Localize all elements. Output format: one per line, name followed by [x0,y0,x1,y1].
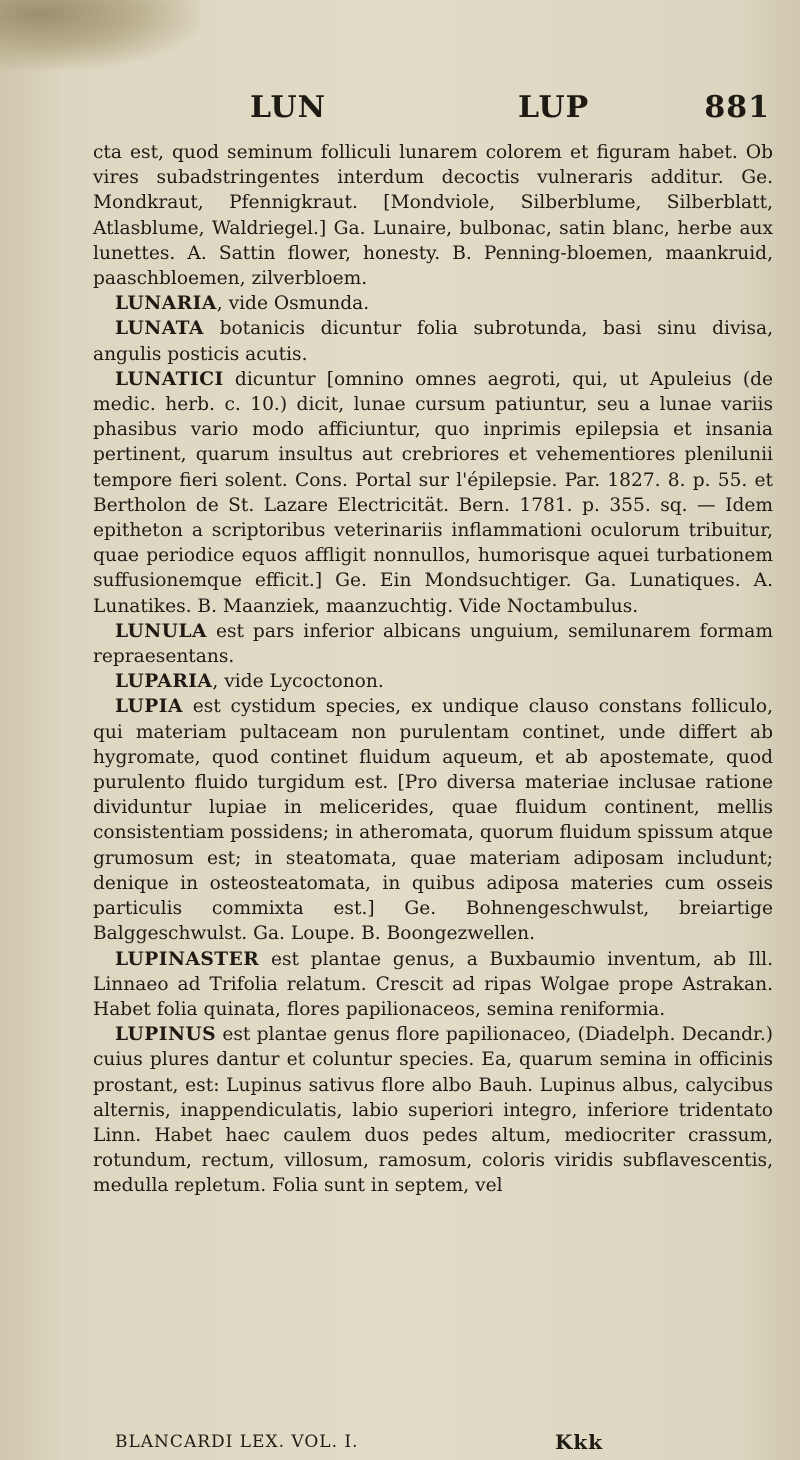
entry-paragraph [93,316,773,366]
page-number: 881 [704,90,770,125]
entry-headword: LUNARIA [115,293,217,315]
entry-text: est pars inferior albicans unguium, semilunarem formam repraesentans. [93,620,773,668]
header-middle-word: LUP [518,90,590,125]
entry-paragraph [93,669,773,694]
entry-headword: LUPIA [115,696,183,718]
entry-text: est plantae genus flore papilionaceo, (Diadelph. Decandr.) cuius plures dantur et coluntur species. Ea, quarum semina in officinis prostant, est: Lupinus sativus flore albo Bauh. Lupinus albus, calycibus alternis, inappendiculatis, labio superiori integro, inferiore tridentato Linn. Habet haec caulem duos pedes altum, mediocriter crassum, rotundum, rectum, villosum, ramosum, coloris viridis subflavescentis, medulla repletum. Folia sunt in septem, vel [93,1024,773,1197]
entry-headword: LUPINASTER [115,948,260,970]
entry-text: cta est, quod seminum folliculi lunarem colorem et figuram habet. Ob vires subadstringentes interdum decoctis vulneraris additur. Ge. Mondkraut, Pfennigkraut. [Mondviole, Silberblume, Silberblatt, Atlasblume, Waldriegel.] Ga. Lunaire, bulbonac, satin blanc, herbe aux lunettes. A. Sattin flower, honesty. B. Penning-bloemen, maankruid, paaschbloemen, zilverbloem. [93,142,773,290]
entry-paragraph [93,947,773,1023]
page-footer [115,1432,755,1452]
entry-headword: LUNULA [115,620,207,642]
entry-paragraph [93,619,773,669]
entry-text: botanicis dicuntur folia subrotunda, basi sinu divisa, angulis posticis acutis. [93,318,773,365]
entry-text: , vide Lycoctonon. [212,671,384,693]
page-stain [0,0,200,70]
entry-paragraph [93,1022,773,1198]
entry-paragraph [93,140,773,291]
entry-paragraph [93,694,773,946]
dictionary-text [93,140,773,1199]
entry-headword: LUPINUS [115,1024,217,1046]
entry-text: dicuntur [omnino omnes aegroti, qui, ut Apuleius (de medic. herb. c. 10.) dicit, lunae cursum patiuntur, seu a lunae variis phasibus vario modo afficiuntur, quo inprimis epilepsia et insania pertinent, quarum insultus aut crebriores et vehementiores plenilunii tempore fieri solent. Cons. Portal sur l'épilepsie. Par. 1827. 8. p. 55. et Bertholon de St. Lazare Electricität. Bern. 1781. p. 355. sq. — Idem epitheton a scriptoribus veterinariis inflammationi oculorum tribuitur, quae periodice equos affligit nonnullos, humorisque aquei turbationem suffusionemque efficit.] Ge. Ein Mondsuchtiger. Ga. Lunatiques. A. Lunatikes. B. Maanziek, maanzuchtig. Vide Noctambulus. [93,368,773,617]
signature-mark: Kkk [555,1430,604,1454]
entry-text: est plantae genus, a Buxbaumio inventum, ab Ill. Linnaeo ad Trifolia relatum. Crescit ad ripas Wolgae prope Astrakan. Habet folia quinata, flores papilionaceos, semina reniformia. [93,948,773,1020]
entry-text: , vide Osmunda. [216,293,370,315]
footer-title: BLANCARDI LEX. VOL. I. [115,1432,359,1452]
header-left-word: LUN [250,90,327,125]
entry-headword: LUPARIA [115,671,213,693]
entry-text: est cystidum species, ex undique clauso constans folliculo, qui materiam pultaceam non purulentam continet, unde differt ab hygromate, quod continet fluidum aqueum, et ab apostemate, quod purulento fluido turgidum est. [Pro diversa materiae inclusae ratione dividuntur lupiae in melicerides, quae fluidum continent, mellis consistentiam possidens; in atheromata, quorum fluidum spissum atque grumosum est; in steatomata, quae materiam adiposam includunt; denique in osteosteatomata, in quibus adiposa materies cum osseis particulis commixta est.] Ge. Bohnengeschwulst, breiartige Balggeschwulst. Ga. Loupe. B. Boongezwellen. [93,696,773,945]
entry-paragraph [93,367,773,619]
running-header [40,90,770,130]
entry-paragraph [93,291,773,316]
entry-headword: LUNATICI [115,368,224,390]
entry-headword: LUNATA [115,318,204,340]
